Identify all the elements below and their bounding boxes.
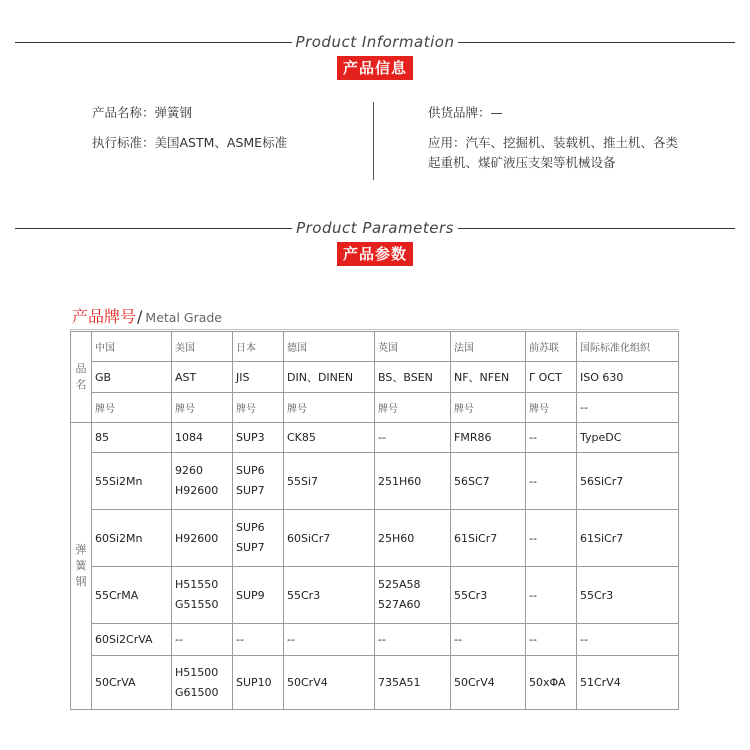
table-cell: 85 (92, 423, 172, 453)
table-cell: -- (375, 423, 451, 453)
product-parameters-header (15, 218, 735, 238)
cell-line: H51500 (175, 665, 219, 679)
table-cell: 美国 (172, 332, 233, 362)
row-group-label (71, 332, 92, 423)
metal-grade-heading (72, 304, 222, 327)
table-cell: 牌号 (92, 393, 172, 423)
grade-underline (70, 329, 678, 330)
table-cell: SUP10 (233, 656, 284, 710)
table-row (71, 567, 679, 624)
application-line: 应用：汽车、挖掘机、装载机、推土机、各类 (428, 135, 679, 150)
table-cell: 56SiCr7 (577, 453, 679, 510)
section-title-en: Product Parameters (296, 219, 454, 237)
table-row (71, 624, 679, 656)
table-cell: -- (233, 624, 284, 656)
divider-line (15, 42, 292, 43)
table-cell (172, 567, 233, 624)
table-cell (233, 453, 284, 510)
cell-line: 527A60 (378, 598, 421, 611)
cell-line: SUP7 (236, 541, 265, 554)
table-row (71, 656, 679, 710)
divider-line (458, 228, 735, 229)
table-cell: 牌号 (375, 393, 451, 423)
table-cell: BS、BSEN (375, 362, 451, 393)
table-cell: 735A51 (375, 656, 451, 710)
table-cell: 251H60 (375, 453, 451, 510)
grade-title-en: Metal Grade (145, 310, 222, 325)
cell-line: H92600 (175, 484, 219, 497)
table-cell: ISO 630 (577, 362, 679, 393)
table-cell (172, 656, 233, 710)
table-cell: 25H60 (375, 510, 451, 567)
table-cell: 60Si2Mn (92, 510, 172, 567)
product-name: 产品名称：弹簧钢 (92, 105, 193, 120)
table-cell: -- (526, 510, 577, 567)
table-cell: 50CrVA (92, 656, 172, 710)
table-cell: 英国 (375, 332, 451, 362)
product-information-header (15, 32, 735, 52)
table-cell: 55Si7 (284, 453, 375, 510)
table-cell: 1084 (172, 423, 233, 453)
table-cell (172, 453, 233, 510)
table-cell: 日本 (233, 332, 284, 362)
cell-line: G61500 (175, 685, 219, 699)
table-cell: 60SiCr7 (284, 510, 375, 567)
supply-brand: 供货品牌：— (428, 105, 504, 120)
table-cell: SUP3 (233, 423, 284, 453)
table-header-row (71, 362, 679, 393)
table-cell: 50CrV4 (284, 656, 375, 710)
section-badge-cn: 产品信息 (337, 56, 413, 80)
table-cell (233, 510, 284, 567)
table-header-row (71, 393, 679, 423)
table-cell: DIN、DINEN (284, 362, 375, 393)
table-cell: -- (284, 624, 375, 656)
cell-line: 9260 (175, 464, 203, 477)
table-row (71, 453, 679, 510)
table-cell: 牌号 (526, 393, 577, 423)
table-cell: -- (375, 624, 451, 656)
table-cell: 中国 (92, 332, 172, 362)
application (428, 133, 728, 173)
table-cell: TypeDC (577, 423, 679, 453)
table-cell: NF、NFEN (451, 362, 526, 393)
table-cell: -- (172, 624, 233, 656)
table-cell: 法国 (451, 332, 526, 362)
table-cell: CK85 (284, 423, 375, 453)
table-header-row (71, 332, 679, 362)
table-cell: 前苏联 (526, 332, 577, 362)
table-cell: -- (526, 453, 577, 510)
table-cell: 55Cr3 (577, 567, 679, 624)
table-cell: 牌号 (233, 393, 284, 423)
cell-line: G51550 (175, 598, 219, 611)
table-cell: 牌号 (451, 393, 526, 423)
table-cell: 55Cr3 (284, 567, 375, 624)
table-cell: -- (451, 624, 526, 656)
table-cell: 51CrV4 (577, 656, 679, 710)
row-group-label (71, 423, 92, 710)
table-cell: 牌号 (172, 393, 233, 423)
execution-standard: 执行标准：美国ASTM、ASME标准 (92, 135, 288, 150)
grade-title-slash: / (137, 307, 143, 326)
table-cell: 60Si2CrVA (92, 624, 172, 656)
table-row (71, 423, 679, 453)
table-cell: -- (577, 624, 679, 656)
row-group-char: 簧 (75, 559, 87, 572)
table-cell (375, 567, 451, 624)
cell-line: 525A58 (378, 578, 421, 591)
table-cell: -- (526, 624, 577, 656)
table-cell: SUP9 (233, 567, 284, 624)
table-cell: 55CrMA (92, 567, 172, 624)
cell-line: SUP6 (236, 521, 265, 534)
cell-line: SUP7 (236, 484, 265, 497)
table-cell: 56SC7 (451, 453, 526, 510)
cell-line: SUP6 (236, 464, 265, 477)
table-cell: 牌号 (284, 393, 375, 423)
metal-grade-table (70, 331, 679, 710)
grade-title-cn: 产品牌号 (72, 307, 137, 326)
table-cell: AST (172, 362, 233, 393)
section-badge-cn: 产品参数 (337, 242, 413, 266)
table-cell: 61SiCr7 (577, 510, 679, 567)
table-cell: 德国 (284, 332, 375, 362)
vertical-divider (373, 102, 374, 180)
application-line: 起重机、煤矿液压支架等机械设备 (428, 155, 616, 170)
table-cell: -- (577, 393, 679, 423)
divider-line (458, 42, 735, 43)
table-cell: H92600 (172, 510, 233, 567)
table-cell: 55Cr3 (451, 567, 526, 624)
table-cell: Γ OCT (526, 362, 577, 393)
table-cell: JIS (233, 362, 284, 393)
row-group-char: 钢 (75, 575, 87, 588)
table-cell: -- (526, 423, 577, 453)
table-cell: 55Si2Mn (92, 453, 172, 510)
table-cell: 61SiCr7 (451, 510, 526, 567)
table-cell: 50xΦA (526, 656, 577, 710)
row-group-char: 名 (75, 378, 87, 391)
table-cell: 50CrV4 (451, 656, 526, 710)
divider-line (15, 228, 292, 229)
table-cell: FMR86 (451, 423, 526, 453)
table-cell: 国际标准化组织 (577, 332, 679, 362)
section-title-en: Product Information (295, 33, 455, 51)
table-cell: -- (526, 567, 577, 624)
table-cell: GB (92, 362, 172, 393)
table-row (71, 510, 679, 567)
row-group-char: 弹 (75, 543, 87, 556)
cell-line: H51550 (175, 578, 219, 591)
row-group-char: 品 (75, 362, 87, 375)
